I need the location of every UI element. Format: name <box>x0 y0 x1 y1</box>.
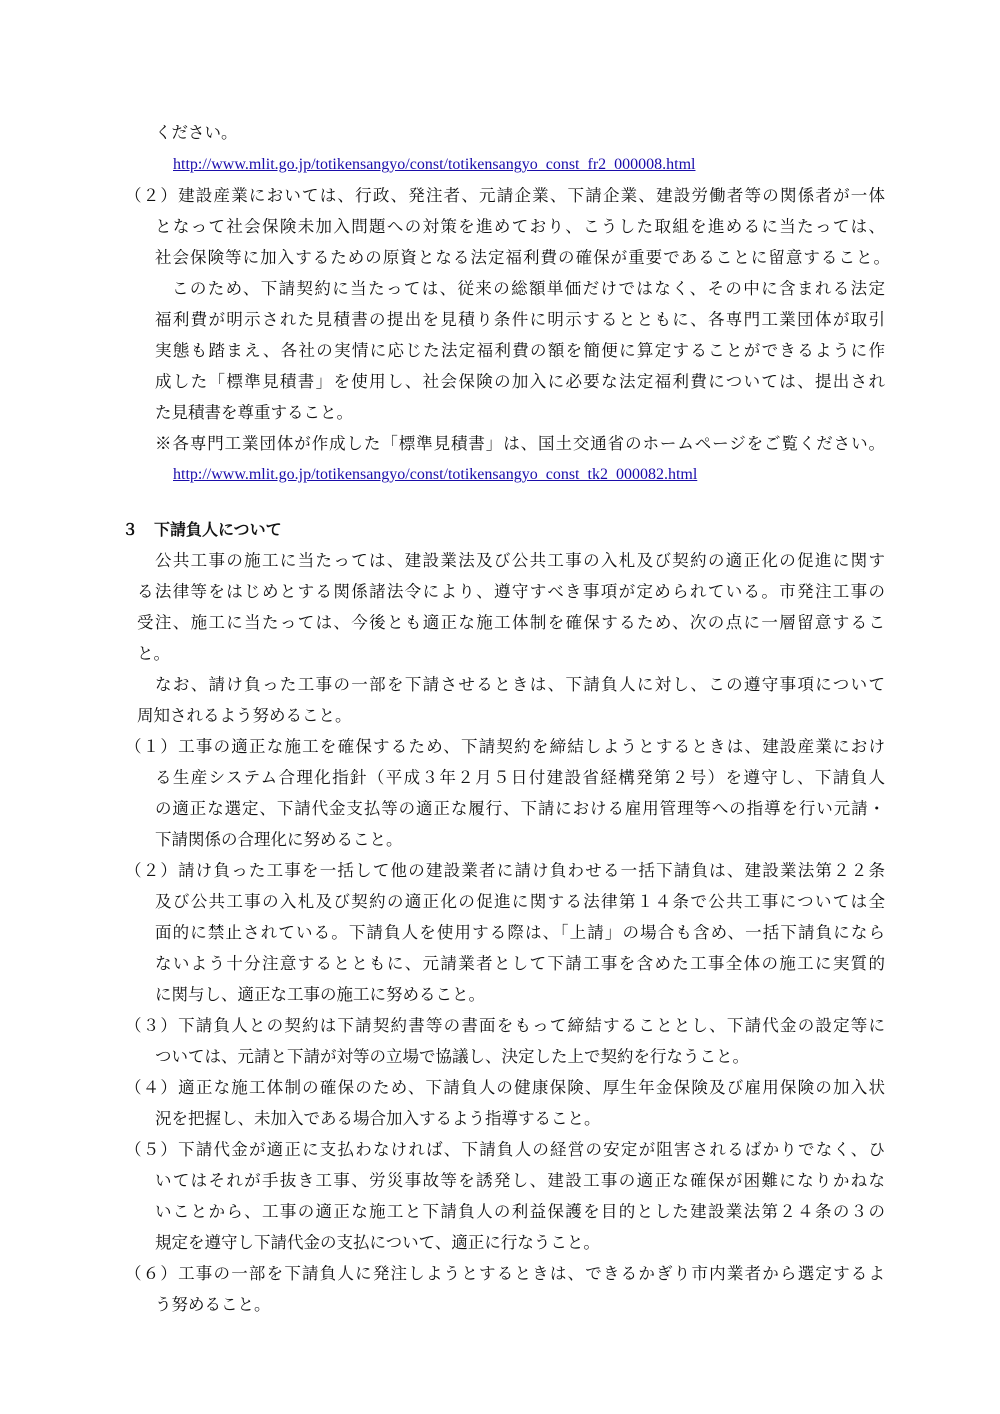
text-line: 受注、施工に当たっては、今後とも適正な施工体制を確保するため、次の点に一層留意するこ <box>137 613 885 632</box>
item-1-line: （１）工事の適正な施工を確保するため、下請契約を締結しようとするときは、建設産業におけ <box>125 737 885 756</box>
text-line: 社会保険等に加入するための原資となる法定福利費の確保が重要であることに留意すること。 <box>155 248 890 267</box>
item-6-line: （６）工事の一部を下請負人に発注しようとするときは、できるかぎり市内業者から選定するよ <box>125 1264 885 1283</box>
text-line: 及び公共工事の入札及び契約の適正化の促進に関する法律第１４条で公共工事については全 <box>155 892 885 911</box>
item-5-line: （５）下請代金が適正に支払わなければ、下請負人の経営の安定が阻害されるばかりでなく、ひ <box>125 1140 885 1159</box>
link-tk2[interactable]: http://www.mlit.go.jp/totikensangyo/const/totikensangyo_const_tk2_000082.html <box>173 466 698 483</box>
text-line: いてはそれが手抜き工事、労災事故等を誘発し、建設工事の適正な確保が困難になりかねな <box>155 1171 885 1190</box>
text-line: なお、請け負った工事の一部を下請させるときは、下請負人に対し、この遵守事項について <box>155 675 885 694</box>
text-line: 下請関係の合理化に努めること。 <box>155 830 403 849</box>
text-line: う努めること。 <box>155 1295 271 1314</box>
text-line: となって社会保険未加入問題への対策を進めており、こうした取組を進めるに当たっては、 <box>155 217 885 236</box>
text-line: に関与し、適正な工事の施工に努めること。 <box>155 985 485 1004</box>
text-line: 成した「標準見積書」を使用し、社会保険の加入に必要な法定福利費については、提出され <box>155 372 885 391</box>
text-line: ないよう十分注意するとともに、元請業者として下請工事を含めた工事全体の施工に実質的 <box>155 954 885 973</box>
text-line: 周知されるよう努めること。 <box>137 706 352 725</box>
section-heading: ３ 下請負人について <box>122 520 282 539</box>
text-line: る法律等をはじめとする関係諸法令により、遵守すべき事項が定められている。市発注工事の <box>137 582 885 601</box>
text-line: 況を把握し、未加入である場合加入するよう指導すること。 <box>155 1109 601 1128</box>
text-line: ください。 <box>155 123 238 142</box>
item-2-line: （２）建設産業においては、行政、発注者、元請企業、下請企業、建設労働者等の関係者が一体 <box>125 186 885 205</box>
item-3-line: （３）下請負人との契約は下請契約書等の書面をもって締結することとし、下請代金の設定等に <box>125 1016 885 1035</box>
text-line: と。 <box>137 644 170 663</box>
text-line: 福利費が明示された見積書の提出を見積り条件に明示するとともに、各専門工業団体が取引 <box>155 310 885 329</box>
text-line: 規定を遵守し下請代金の支払について、適正に行なうこと。 <box>155 1233 600 1252</box>
text-line: このため、下請契約に当たっては、従来の総額単価だけではなく、その中に含まれる法定 <box>172 279 885 298</box>
text-line: 公共工事の施工に当たっては、建設業法及び公共工事の入札及び契約の適正化の促進に関す <box>155 551 885 570</box>
text-line: いことから、工事の適正な施工と下請負人の利益保護を目的とした建設業法第２４条の３の <box>155 1202 885 1221</box>
text-line: の適正な選定、下請代金支払等の適正な履行、下請における雇用管理等への指導を行い元請・ <box>155 799 886 818</box>
text-line: ついては、元請と下請が対等の立場で協議し、決定した上で契約を行なうこと。 <box>155 1047 749 1066</box>
item-2b-line: （２）請け負った工事を一括して他の建設業者に請け負わせる一括下請負は、建設業法第２２条 <box>125 861 886 880</box>
text-line: 面的に禁止されている。下請負人を使用する際は、「上請」の場合も含め、一括下請負になら <box>155 923 885 942</box>
link-fr2[interactable]: http://www.mlit.go.jp/totikensangyo/const/totikensangyo_const_fr2_000008.html <box>173 156 696 173</box>
text-line: る生産システム合理化指針（平成３年２月５日付建設省経構発第２号）を遵守し、下請負人 <box>155 768 885 787</box>
note-line: ※各専門工業団体が作成した「標準見積書」は、国土交通省のホームページをご覧ください。 <box>155 434 885 453</box>
text-line: 実態も踏まえ、各社の実情に応じた法定福利費の額を簡便に算定することができるように作 <box>155 341 885 360</box>
item-4-line: （４）適正な施工体制の確保のため、下請負人の健康保険、厚生年金保険及び雇用保険の加入状 <box>125 1078 885 1097</box>
text-line: た見積書を尊重すること。 <box>155 403 353 422</box>
